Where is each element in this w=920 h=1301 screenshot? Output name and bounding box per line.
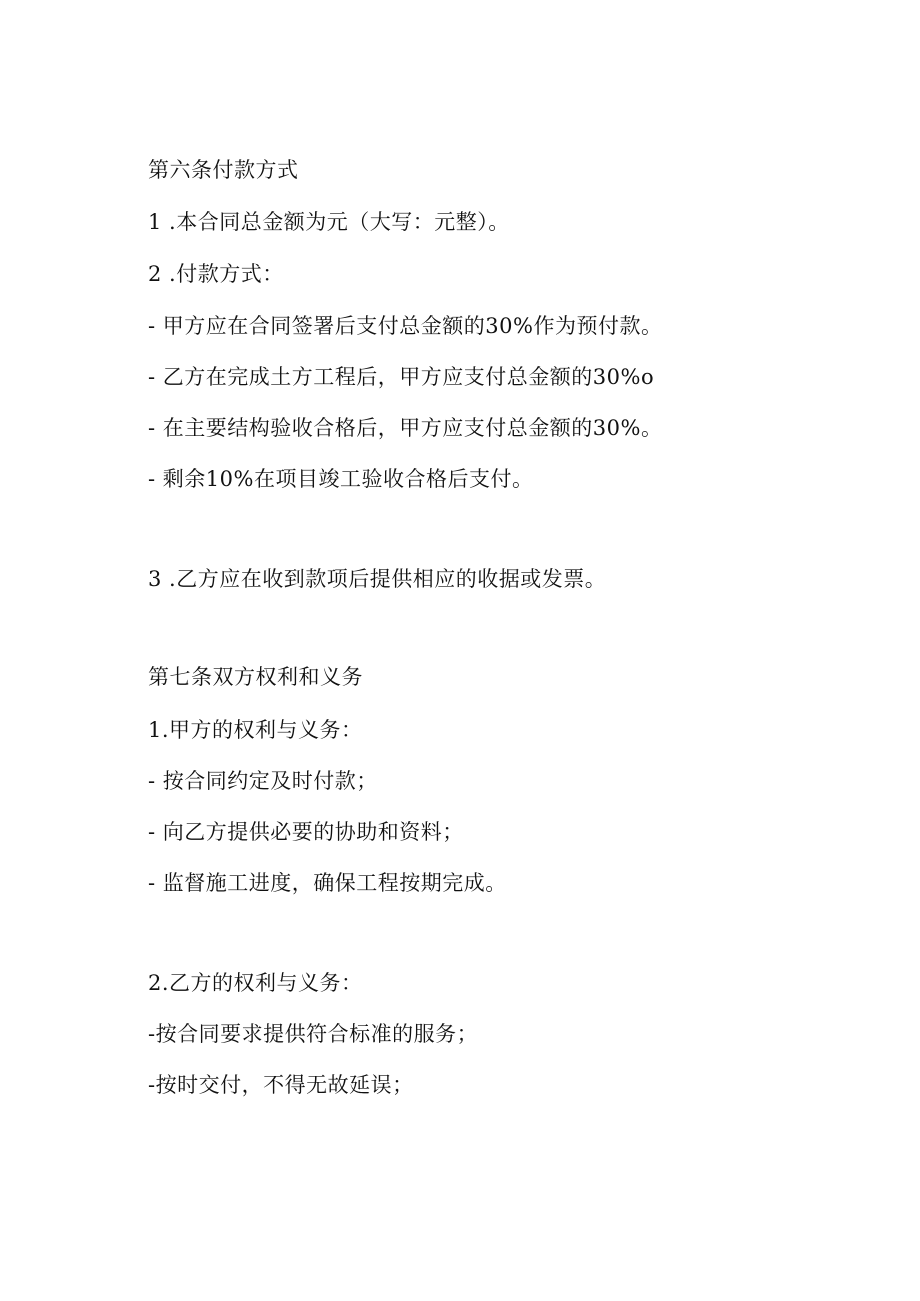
- payment-bullet: - 甲方应在合同签署后支付总金额的30%作为预付款。: [148, 314, 663, 338]
- party-b-bullet: -按合同要求提供符合标准的服务；: [148, 1022, 479, 1046]
- article-6-item-1: 1 .本合同总金额为元（大写：元整）。: [148, 210, 510, 234]
- party-b-heading: 2.乙方的权利与义务：: [148, 971, 363, 995]
- article-6-item-3: 3 .乙方应在收到款项后提供相应的收据或发票。: [148, 567, 607, 591]
- party-a-bullet: - 向乙方提供必要的协助和资料；: [148, 820, 464, 844]
- article-7-title: 第七条双方权利和义务: [148, 665, 363, 689]
- article-6-item-2: 2 .付款方式：: [148, 262, 284, 286]
- payment-bullet: - 乙方在完成土方工程后，甲方应支付总金额的30%o: [148, 365, 655, 389]
- payment-bullet: - 在主要结构验收合格后，甲方应支付总金额的30%。: [148, 416, 663, 440]
- article-6-title: 第六条付款方式: [148, 158, 299, 182]
- payment-bullet: - 剩余10%在项目竣工验收合格后支付。: [148, 467, 534, 491]
- party-b-bullet: -按时交付，不得无故延误；: [148, 1073, 414, 1097]
- party-a-bullet: - 监督施工进度，确保工程按期完成。: [148, 871, 507, 895]
- party-a-bullet: - 按合同约定及时付款；: [148, 769, 378, 793]
- party-a-heading: 1.甲方的权利与义务：: [148, 718, 363, 742]
